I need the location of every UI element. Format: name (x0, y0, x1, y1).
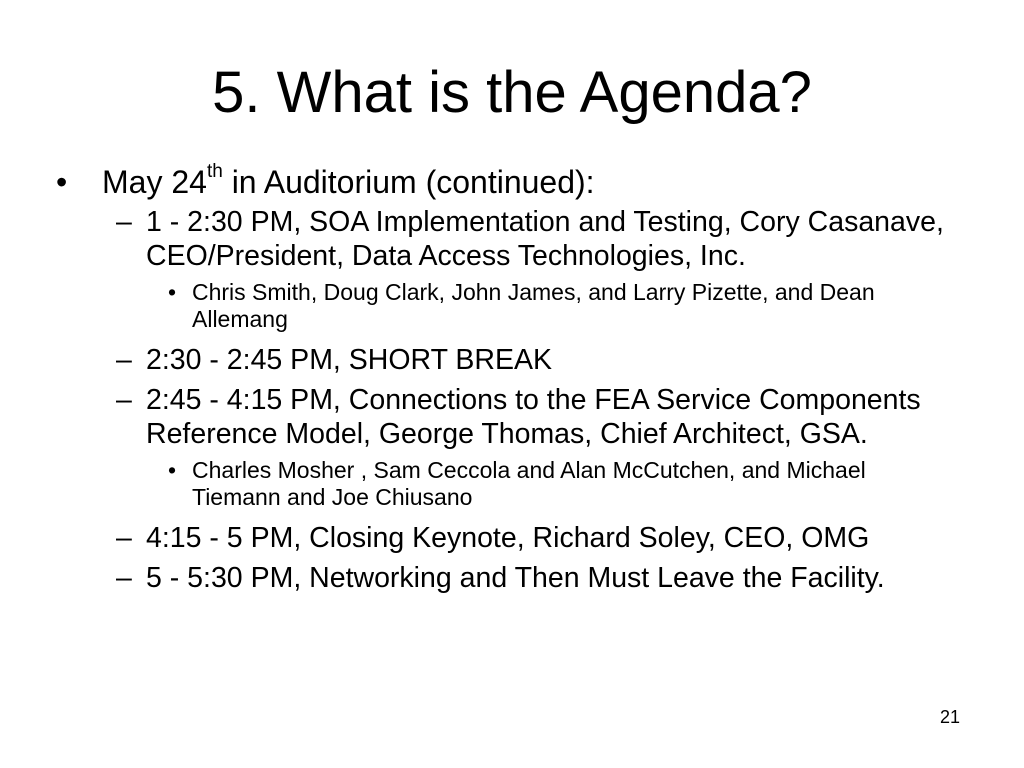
agenda-day-heading (56, 163, 976, 201)
agenda-item-text: 2:45 - 4:15 PM, Connections to the FEA Service Components Reference Model, George Thomas, Chief Architect, GSA. (146, 384, 921, 450)
agenda-sub-item-text: Chris Smith, Doug Clark, John James, and Larry Pizette, and Dean Allemang (192, 279, 875, 332)
agenda-item-text: 5 - 5:30 PM, Networking and Then Must Leave the Facility. (146, 562, 885, 594)
agenda-item-text: 4:15 - 5 PM, Closing Keynote, Richard Soley, CEO, OMG (146, 522, 870, 554)
agenda-sub-item (56, 279, 952, 333)
dash-glyph: – (116, 206, 132, 238)
heading-text-date: May 24 (102, 164, 207, 200)
agenda-item (56, 521, 976, 555)
page-number: 21 (939, 707, 960, 727)
slide-body (56, 163, 976, 601)
bullet-glyph: • (168, 457, 177, 483)
dash-glyph: – (116, 522, 132, 554)
heading-ordinal-suffix: th (206, 161, 223, 183)
bullet-glyph: • (56, 164, 68, 200)
bullet-glyph: • (168, 279, 177, 305)
agenda-sub-item-text: Charles Mosher , Sam Ceccola and Alan McCutchen, and Michael Tiemann and Joe Chiusano (192, 457, 866, 510)
dash-glyph: – (116, 562, 132, 594)
agenda-sub-item (56, 457, 952, 511)
agenda-item-text: 1 - 2:30 PM, SOA Implementation and Testing, Cory Casanave, CEO/President, Data Access Technologies, Inc. (146, 206, 944, 272)
agenda-item (56, 343, 976, 377)
dash-glyph: – (116, 384, 132, 416)
agenda-item (56, 561, 976, 595)
heading-text-location: in Auditorium (continued): (222, 164, 595, 200)
agenda-item (56, 383, 976, 451)
dash-glyph: – (116, 344, 132, 376)
slide-title: 5. What is the Agenda? (212, 60, 812, 125)
agenda-item-text: 2:30 - 2:45 PM, SHORT BREAK (146, 344, 553, 376)
agenda-item (56, 205, 976, 273)
